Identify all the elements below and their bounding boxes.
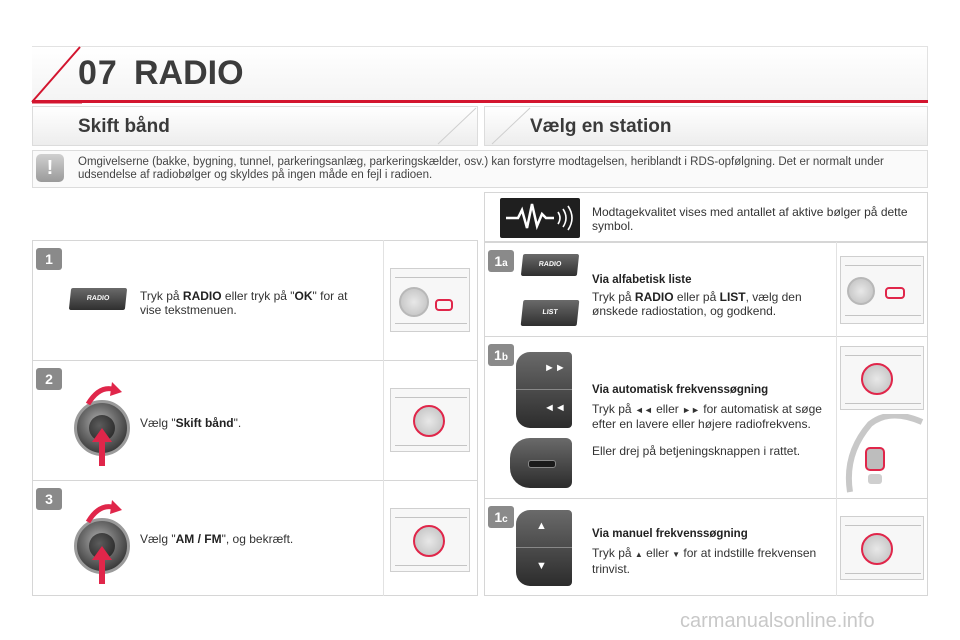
list-button[interactable]: LIST [521,300,580,326]
section-bar-right-diagonal [484,106,532,146]
step-badge-1a: 1a [488,250,514,272]
control-panel-thumbnail [390,268,470,332]
rewind-icon[interactable]: ◄◄ [544,402,566,414]
steering-tune-buttons[interactable] [516,510,572,586]
step-badge-1: 1 [36,248,62,270]
chapter-title: RADIO [134,54,244,92]
divider [383,240,384,596]
watermark: carmanualsonline.info [680,610,875,632]
arrow-up-icon: ▲ [634,550,643,559]
divider [32,360,478,361]
divider [32,480,478,481]
rotate-arrow-icon [84,498,124,528]
control-panel-thumbnail [840,346,924,410]
step-1-text: Tryk på RADIO eller tryk på "OK" for at vise tekstmenuen. [140,289,348,317]
radio-button[interactable]: RADIO [521,254,579,276]
step-1b-text: Tryk på ◄◄ eller ►► for automatisk at søge efter en lavere eller højere radiofrekvens. [592,402,822,431]
control-panel-thumbnail [840,516,924,580]
control-panel-thumbnail [390,508,470,572]
divider [836,242,837,596]
divider [484,336,928,337]
step-1a-text: Tryk på RADIO eller på LIST, vælg den ønskede radiostation, og godkend. [592,290,802,318]
step-badge-1b: 1b [488,344,514,366]
divider [484,498,928,499]
step-1a-heading: Via alfabetisk liste [592,274,692,286]
arrow-down-icon[interactable]: ▼ [536,560,547,572]
arrow-down-icon: ▼ [672,550,681,559]
step-2-text: Vælg "Skift bånd". [140,416,242,430]
rewind-icon: ◄◄ [634,405,653,415]
radio-button[interactable]: RADIO [69,288,127,310]
step-1b-alt-text: Eller drej på betjeningsknappen i rattet. [592,444,801,458]
chapter-number: 07 [78,54,118,92]
arrow-up-icon[interactable]: ▲ [536,520,547,532]
header-accent-line [32,100,928,103]
fast-forward-icon: ►► [682,405,700,415]
steering-scroll-wheel[interactable] [510,438,572,488]
step-3-text: Vælg "AM / FM", og bekræft. [140,532,294,546]
step-1c-text: Tryk på ▲ eller ▼ for at indstille frekvensen trinvist. [592,546,817,576]
section-title-right: Vælg en station [530,116,672,137]
step-badge-1c: 1c [488,506,514,528]
section-bar-left-diagonal [430,106,478,146]
reception-text: Modtagekvalitet vises med antallet af aktive bølger på dette symbol. [592,205,908,233]
step-1b-heading: Via automatisk frekvenssøgning [592,384,769,396]
exclamation-icon: ! [36,154,64,182]
control-panel-thumbnail [390,388,470,452]
rotate-arrow-icon [84,380,124,410]
section-title-left: Skift bånd [78,116,170,137]
control-panel-thumbnail [840,256,924,324]
warning-text: Omgivelserne (bakke, bygning, tunnel, parkeringsanlæg, parkeringskælder, osv.) kan forstyrre modtagelsen, heriblandt i RDS-opfølgning. Det er normalt under udsendelse af radiobølger og skyldes på ingen måde en fejl i radioen. [78,156,884,181]
step-1c-heading: Via manuel frekvenssøgning [592,528,748,540]
reception-wave-icon [500,198,580,238]
step-badge-3: 3 [36,488,62,510]
steering-seek-buttons[interactable] [516,352,572,428]
header-corner-diagonal [28,46,82,104]
steering-wheel-thumbnail [840,414,924,494]
step-badge-2: 2 [36,368,62,390]
push-arrow-icon [92,546,112,584]
push-arrow-icon [92,428,112,466]
fast-forward-icon[interactable]: ►► [544,362,566,374]
